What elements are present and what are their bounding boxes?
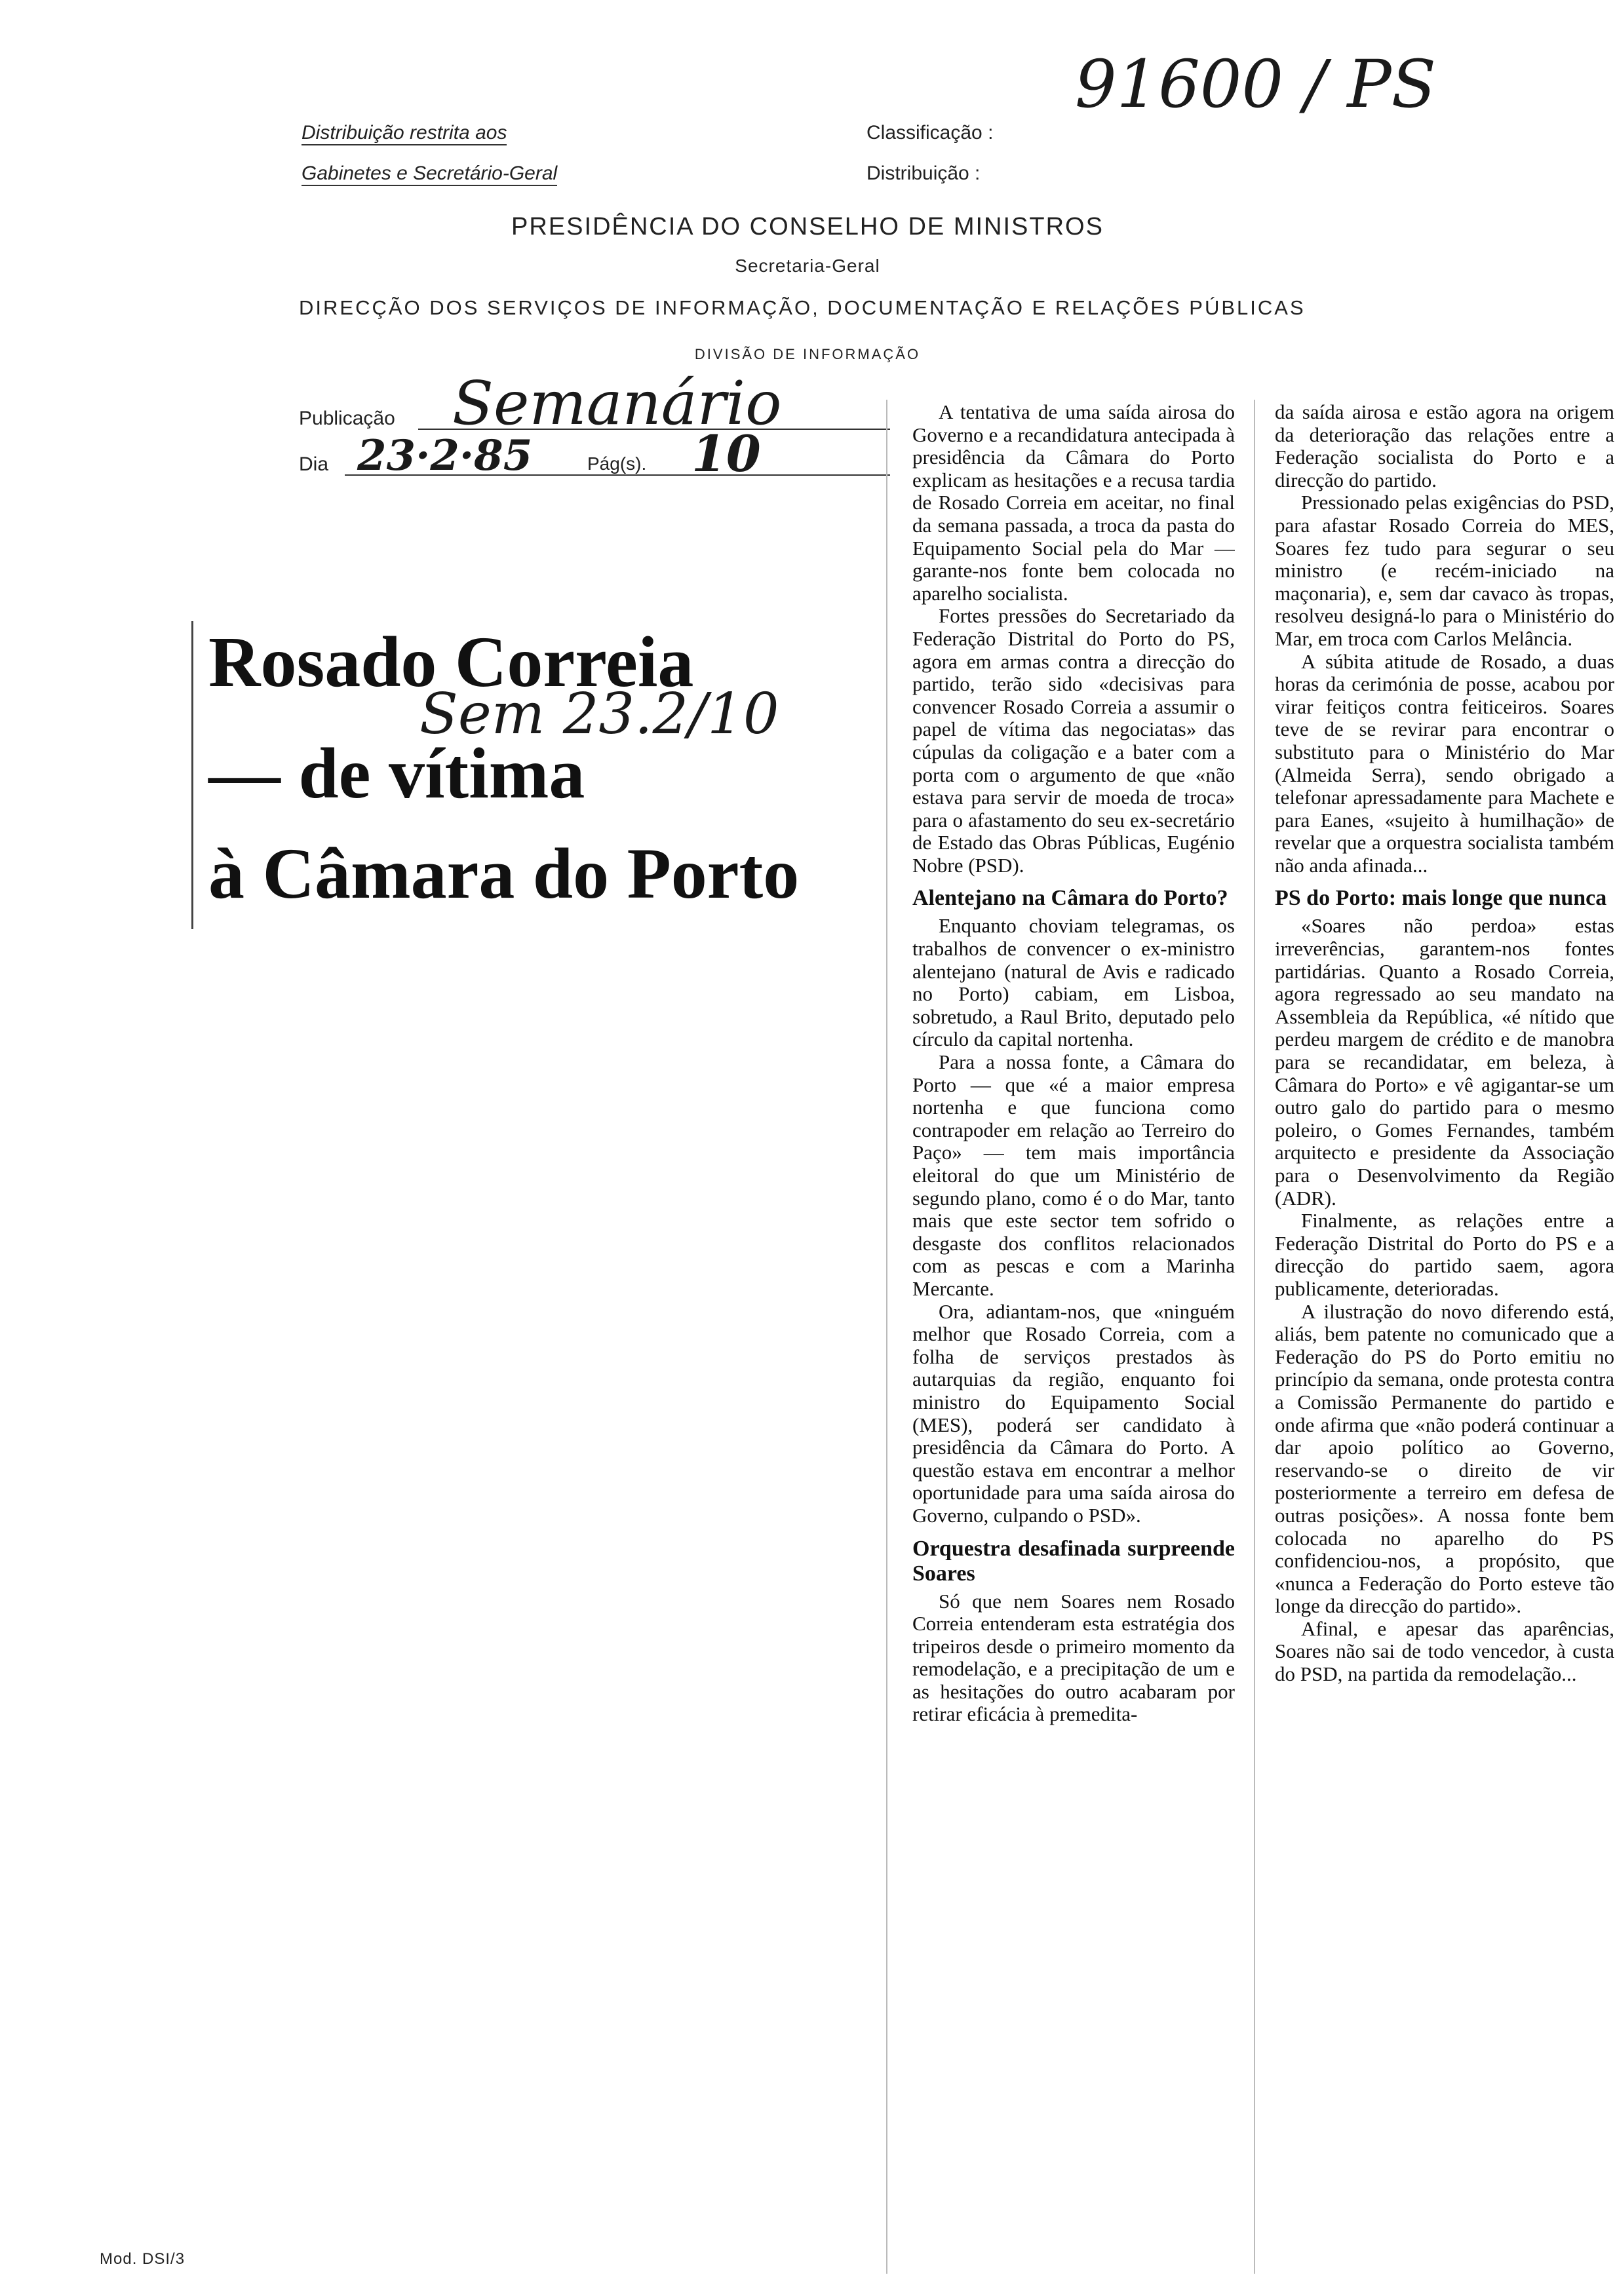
headline-line-2: — de vítima: [208, 733, 585, 813]
divisao-heading: DIVISÃO DE INFORMAÇÃO: [694, 346, 921, 362]
page-label: Pág(s).: [587, 453, 647, 474]
article-paragraph: A tentativa de uma saída airosa do Governo e a recandidatura antecipada à presidência da Câmara do Porto explicam as hesitações e a recusa tardia de Rosado Correia em aceitar, no final da semana passada, a troca da pasta do Equipamento Social pela do Mar — garante-nos fonte bem colocada no aparelho socialista.: [912, 401, 1235, 605]
headline-rule: [191, 621, 193, 929]
column-rule-left: [886, 400, 887, 2274]
headline-line-1: Rosado Correia: [208, 622, 694, 702]
headline-handwritten-note: Sem 23.2/10: [419, 681, 779, 747]
article-paragraph: Enquanto choviam telegramas, os trabalhos de convencer o ex-ministro alentejano (natural de Avis e radicado no Porto) cabiam, em Lisboa, sobretudo, a Raul Brito, deputado pelo círculo da capital nortenha.: [912, 914, 1235, 1051]
article-paragraph: Para a nossa fonte, a Câmara do Porto — que «é a maior empresa nortenha e que funciona como contrapoder em relação ao Terreiro do Paço» — tem mais importância eleitoral do que um Ministério de segundo plano, como é o do Mar, tanto mais que este sector tem sofrido o desgaste dos conflitos relacionados com as pescas e com a Marinha Mercante.: [912, 1050, 1235, 1300]
page-value-handwritten: 10: [691, 425, 761, 483]
article-subheading: Orquestra desafinada surpreende Soares: [912, 1536, 1235, 1586]
article-column-2: [1275, 401, 1614, 2275]
article-paragraph: Finalmente, as relações entre a Federação Distrital do Porto do PS e a direcção do partido saem, agora publicamente, deterioradas.: [1275, 1209, 1614, 1300]
article-subheading: PS do Porto: mais longe que nunca: [1275, 886, 1607, 911]
article-paragraph: Fortes pressões do Secretariado da Federação Distrital do Porto do PS, agora em armas contra a direcção do partido, terão sido «decisivas para convencer Rosado Correia a assumir o papel de vítima das negociatas» das cúpulas da coligação e a bater com a porta com o argumento de que «não estava para servir de moeda de troca» para o afastamento do seu ex-secretário de Estado das Obras Públicas, Eugénio Nobre (PSD).: [912, 604, 1235, 877]
archive-reference-handwritten: 91600 / PS: [1075, 46, 1437, 123]
article-paragraph: A súbita atitude de Rosado, a duas horas da cerimónia de posse, acabou por virar feitiços contra feiticeiros. Soares teve de se revirar para encontrar o substituto para o Ministério do Mar (Almeida Serra), sendo obrigado a telefonar apressadamente para Machete e para Eanes, «sujeito à humilhação» de revelar que a orquestra socialista também não anda afinada...: [1275, 649, 1614, 877]
article-paragraph: Só que nem Soares nem Rosado Correia entenderam esta estratégia dos tripeiros desde o primeiro momento da remodelação, e a precipitação de um e as hesitações do outro acabaram por retirar eficácia à premedita-: [912, 1589, 1235, 1726]
article-paragraph: Pressionado pelas exigências do PSD, para afastar Rosado Correia do MES, Soares fez tudo para segurar o seu ministro (e recém-iniciado na maçonaria), e, sem dar cavaco às tropas, resolveu designá-lo para o Ministério do Mar, em troca com Carlos Melância.: [1275, 491, 1614, 650]
article-subheading: Alentejano na Câmara do Porto?: [912, 886, 1228, 911]
form-code: Mod. DSI/3: [100, 2250, 185, 2268]
article-paragraph: da saída airosa e estão agora na origem da deterioração das relações entre a Federação socialista do Porto e a direcção do partido.: [1275, 401, 1614, 491]
presidency-heading: PRESIDÊNCIA DO CONSELHO DE MINISTROS: [511, 213, 1104, 240]
distribution-restricted-line: Distribuição restrita aos: [302, 122, 507, 145]
secretaria-subheading: Secretaria-Geral: [735, 256, 880, 276]
publication-value-handwritten: Semanário: [452, 368, 782, 438]
headline-line-3: à Câmara do Porto: [208, 833, 800, 913]
date-value-handwritten: 23·2·85: [357, 431, 533, 480]
article-paragraph: A ilustração do novo diferendo está, aliás, bem patente no comunicado que a Federação do PS do Porto emitiu no princípio da semana, onde protesta contra a Comissão Permanente do partido e onde afirma que «não poderá continuar a dar apoio político ao Governo, reservando-se o direito de vir posteriormente a terreiro em defesa de outras posições». A nossa fonte bem colocada no aparelho do PS confidenciou-nos, a propósito, que «nunca a Federação do Porto esteve tão longe da direcção do partido».: [1275, 1299, 1614, 1618]
article-paragraph: «Soares não perdoa» estas irreverências, garantem-nos fontes partidárias. Quanto a Rosado Correia, agora regressado ao seu mandato na Assembleia da República, «é nítido que perdeu margem de crédito e de manobra para se recandidatar, em beleza, à Câmara do Porto» e vê agigantar-se um outro galo do partido para o mesmo poleiro, o Gomes Fernandes, também arquitecto e presidente da Associação para o Desenvolvimento da Região (ADR).: [1275, 914, 1614, 1210]
publication-label: Publicação: [299, 408, 395, 429]
article-column-1: [912, 401, 1235, 2275]
distribution-label: Distribuição :: [866, 163, 981, 184]
article-paragraph: Afinal, e apesar das aparências, Soares não sai de todo vencedor, à custa do PSD, na partida da remodelação...: [1275, 1617, 1614, 1686]
classification-label: Classificação :: [866, 122, 994, 144]
direccao-heading: DIRECÇÃO DOS SERVIÇOS DE INFORMAÇÃO, DOCUMENTAÇÃO E RELAÇÕES PÚBLICAS: [299, 296, 1306, 319]
article-paragraph: Ora, adiantam-nos, que «ninguém melhor que Rosado Correia, com a folha de serviços prestados às autarquias da região, enquanto foi ministro do Equipamento Social (MES), poderá ser candidato à presidência da Câmara do Porto. A questão estava em encontrar a melhor oportunidade para uma saída airosa do Governo, culpando o PSD».: [912, 1299, 1235, 1527]
date-label: Dia: [299, 453, 329, 475]
column-rule-middle: [1254, 400, 1255, 2274]
distribution-recipients-line: Gabinetes e Secretário-Geral: [302, 163, 557, 186]
